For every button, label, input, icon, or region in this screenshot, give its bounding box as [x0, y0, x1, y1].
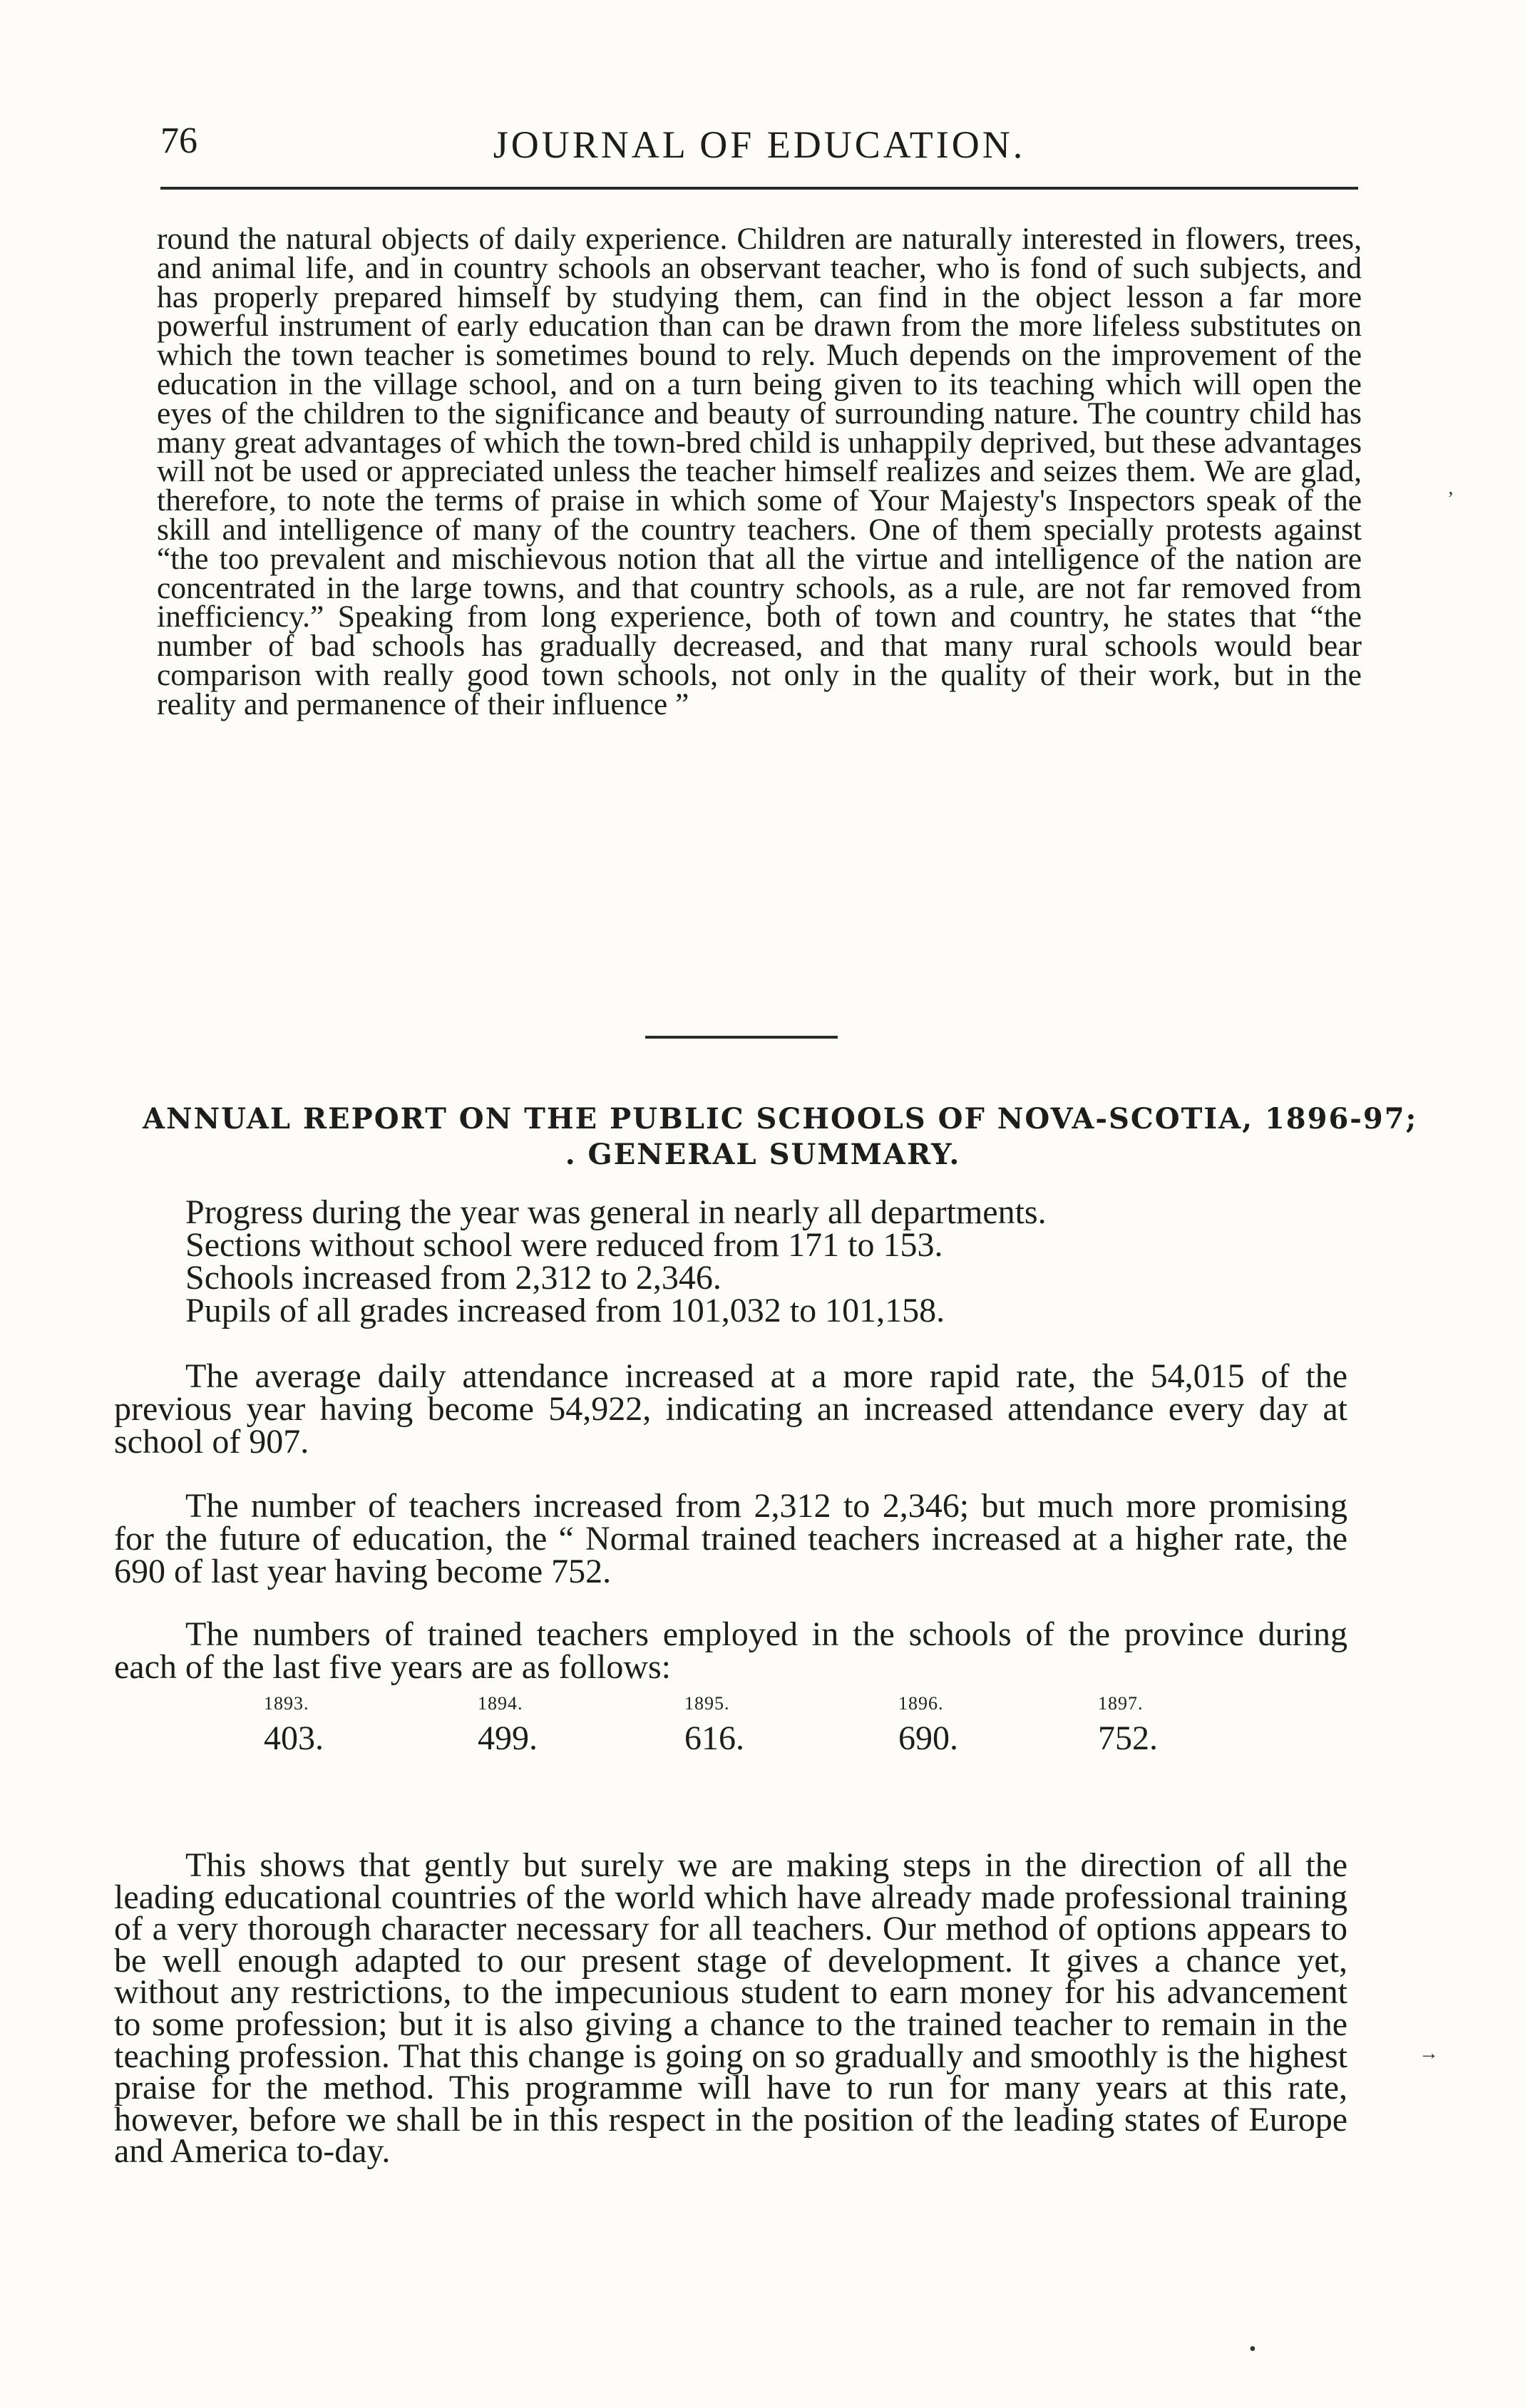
margin-mark: •: [1249, 2338, 1256, 2360]
teachers-paragraph: The number of teachers increased from 2,312 to 2,346; but much more promising for the future of education, the “ Normal trained teachers increased at a higher rate, the 690 of last year having become 752.: [114, 1487, 1347, 1590]
margin-mark: ’: [1447, 488, 1454, 510]
header-rule: [160, 187, 1358, 190]
year-count: 752.: [1098, 1719, 1158, 1757]
attendance-paragraph: The average daily attendance increased at a more rapid rate, the 54,015 of the previous year having become 54,922, indicating an increased attendance every day at school of 907.: [114, 1357, 1347, 1461]
year-column-1897: [1098, 1693, 1241, 1758]
section-heading-line-2: . GENERAL SUMMARY.: [565, 1138, 961, 1171]
summary-line: Schools increased from 2,312 to 2,346.: [185, 1259, 722, 1297]
closing-paragraph: This shows that gently but surely we are making steps in the direction of all the leading educational countries of the world which have already made professional training of a very thorough character necessary for all teachers. Our method of options appears to be well enough adapted to our present stage of development. It gives a chance yet, without any restrictions, to the impecunious student to earn money for his advancement to some profession; but it is also giving a chance to the trained teacher to remain in the teaching profession. That this change is going on so gradually and smoothly is the highest praise for the method. This programme will have to run for many years at this rate, however, before we shall be in this respect in the position of the leading states of Europe and America to-day.: [114, 1846, 1347, 2171]
year-column-1896: [898, 1693, 1041, 1758]
year-label: 1895.: [684, 1693, 730, 1714]
section-heading-line-1: ANNUAL REPORT ON THE PUBLIC SCHOOLS OF NOVA-SCOTIA, 1896-97;: [143, 1102, 1418, 1136]
year-label: 1893.: [264, 1693, 309, 1714]
summary-line: Sections without school were reduced from 171 to 153.: [185, 1226, 943, 1264]
page-number: 76: [160, 120, 197, 161]
summary-line: Progress during the year was general in nearly all departments.: [185, 1193, 1047, 1231]
section-divider: [645, 1036, 838, 1039]
year-column-1895: [684, 1693, 827, 1758]
trained-teachers-paragraph: The numbers of trained teachers employed in the schools of the province during each of the last five years are as follows:: [114, 1615, 1347, 1686]
running-head: JOURNAL OF EDUCATION.: [493, 123, 1026, 166]
year-column-1893: [264, 1693, 406, 1758]
year-column-1894: [478, 1693, 620, 1758]
year-count: 403.: [264, 1719, 324, 1757]
page-header: [160, 120, 1358, 177]
year-label: 1896.: [898, 1693, 944, 1714]
year-count: 690.: [898, 1719, 958, 1757]
year-label: 1894.: [478, 1693, 523, 1714]
year-count: 499.: [478, 1719, 538, 1757]
summary-list: [114, 1193, 1347, 1329]
section-heading: [143, 1101, 1418, 1173]
continued-paragraph: round the natural objects of daily experience. Children are naturally interested in flowers, trees, and animal life, and in country schools an observant teacher, who is fond of such subjects, and has properly prepared himself by studying them, can find in the object lesson a far more powerful instrument of early education than can be drawn from the more lifeless substitutes on which the town teacher is sometimes bound to rely. Much depends on the improvement of the education in the village school, and on a turn being given to its teaching which will open the eyes of the children to the significance and beauty of surrounding nature. The country child has many great advantages of which the town-bred child is unhappily deprived, but these advantages will not be used or appreciated unless the teacher himself realizes and seizes them. We are glad, therefore, to note the terms of praise in which some of Your Majesty's Inspectors speak of the skill and intelligence of many of the country teachers. One of them specially protests against “the too prevalent and mischievous notion that all the virtue and intelligence of the nation are concentrated in the large towns, and that country schools, as a rule, are not far removed from inefficiency.” Speaking from long experience, both of town and country, he states that “the number of bad schools has gradually decreased, and that many rural schools would bear comparison with really good town schools, not only in the quality of their work, but in the reality and permanence of their influence ”: [157, 222, 1362, 721]
margin-mark: →: [1419, 2042, 1439, 2064]
summary-line: Pupils of all grades increased from 101,032 to 101,158.: [185, 1292, 945, 1329]
year-count: 616.: [684, 1719, 744, 1757]
year-label: 1897.: [1098, 1693, 1144, 1714]
